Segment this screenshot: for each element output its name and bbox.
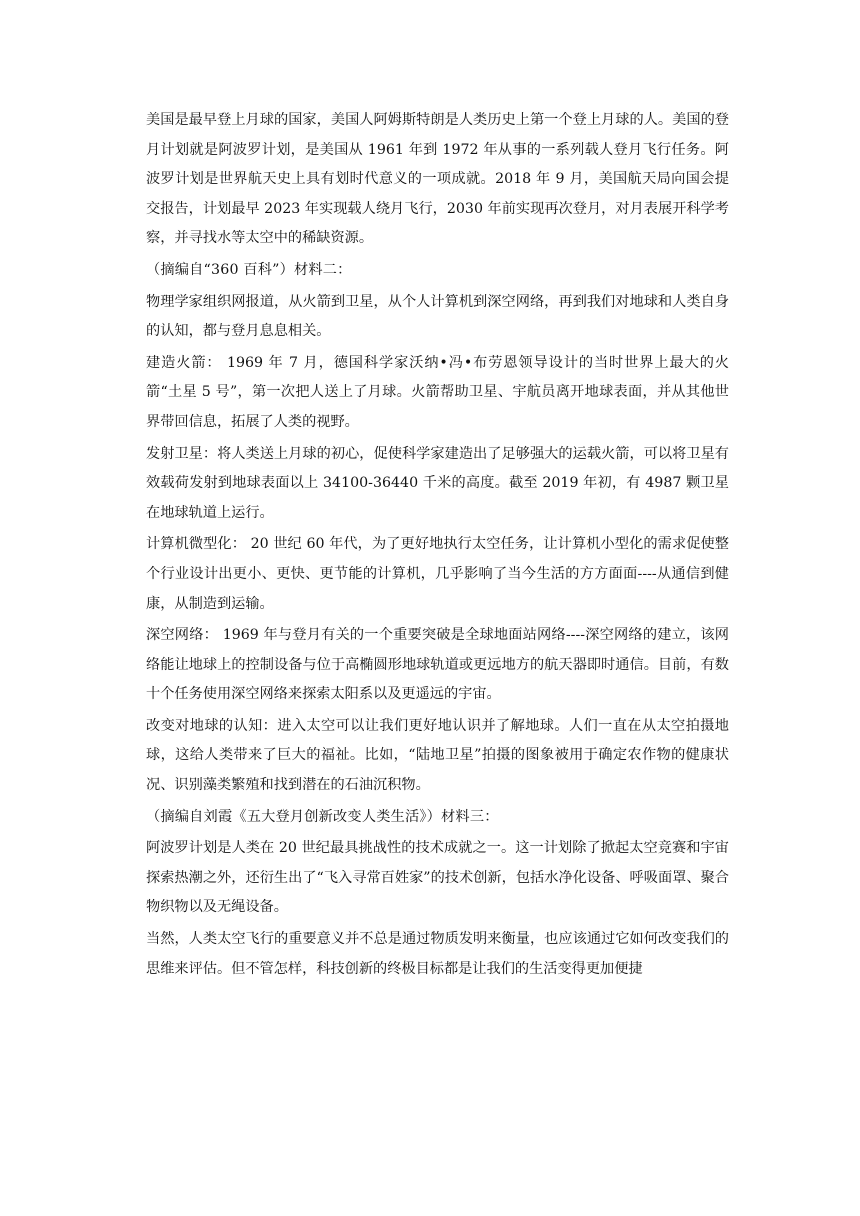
- source-note-360-baike: （摘编自“360 百科”）材料二：: [146, 261, 352, 278]
- document-page: [146, 106, 729, 986]
- paragraph-deep-space-network: 深空网络： 1969 年与登月有关的一个重要突破是全球地面站网络----深空网络的建立，该网络能让地球上的控制设备与位于高椭圆形地球轨道或更远地方的航天器即时通信。目前，有数十个任务使用深空网络来探索太阳系以及更遥远的宇宙。: [146, 627, 729, 703]
- paragraph-apollo-intro: 美国是最早登上月球的国家，美国人阿姆斯特朗是人类历史上第一个登上月球的人。美国的登月计划就是阿波罗计划，是美国从 1961 年到 1972 年从事的一系列载人登月飞行任务。阿波罗计划是世界航天史上具有划时代意义的一项成就。2018 年 9 月，美国航天局向国会提交报告，计划最早 2023 年实现载人绕月飞行，2030 年前实现再次登月，对月表展开科学考察，并寻找水等太空中的稀缺资源。: [146, 112, 729, 247]
- paragraph-earth-cognition: 改变对地球的认知：进入太空可以让我们更好地认识并了解地球。人们一直在从太空拍摄地球，这给人类带来了巨大的福祉。比如，“陆地卫星”拍摄的图象被用于确定农作物的健康状况、识别藻类繁殖和找到潜在的石油沉积物。: [146, 717, 729, 794]
- paragraph-material-two-intro: 物理学家组织网报道，从火箭到卫星，从个人计算机到深空网络，再到我们对地球和人类自身的认知，都与登月息息相关。: [146, 293, 729, 340]
- paragraph-build-rocket: 建造火箭： 1969 年 7 月，德国科学家沃纳•冯•布劳恩领导设计的当时世界上最大的火箭“土星 5 号”，第一次把人送上了月球。火箭帮助卫星、宇航员离开地球表面，并从其他世界带回信息，拓展了人类的视野。: [146, 354, 729, 430]
- paragraph-spaceflight-significance: 当然，人类太空飞行的重要意义并不总是通过物质发明来衡量，也应该通过它如何改变我们的思维来评估。但不管怎样，科技创新的终极目标都是让我们的生活变得更加便捷: [146, 931, 729, 977]
- paragraph-apollo-innovation: 阿波罗计划是人类在 20 世纪最具挑战性的技术成就之一。这一计划除了掀起太空竞赛和宇宙探索热潮之外，还衍生出了“飞入寻常百姓家”的技术创新，包括水净化设备、呼吸面罩、聚合物织物以及无绳设备。: [146, 840, 729, 916]
- paragraph-launch-satellite: 发射卫星：将人类送上月球的初心，促使科学家建造出了足够强大的运载火箭，可以将卫星有效载荷发射到地球表面以上 34100-36440 千米的高度。截至 2019 年初，有 4987 颗卫星在地球轨道上运行。: [146, 445, 729, 521]
- paragraph-computer-miniaturization: 计算机微型化： 20 世纪 60 年代，为了更好地执行太空任务，让计算机小型化的需求促使整个行业设计出更小、更快、更节能的计算机，几乎影响了当今生活的方方面面----从通信到健康，从制造到运输。: [146, 536, 729, 612]
- source-note-liu-xia: （摘编自刘霞《五大登月创新改变人类生活》）材料三：: [146, 808, 499, 825]
